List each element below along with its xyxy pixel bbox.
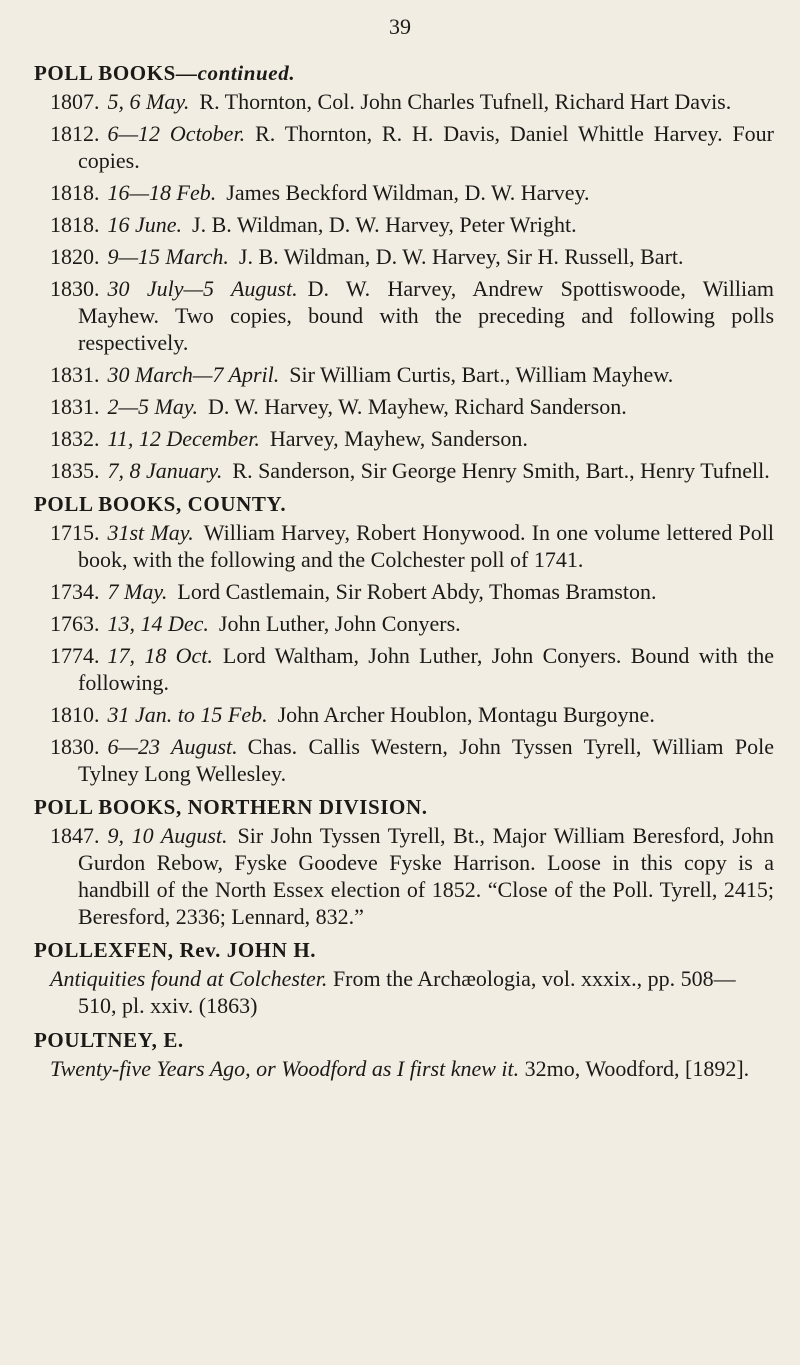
entry-date: 2—5 May.	[107, 394, 198, 419]
entry-date: 7 May.	[107, 579, 168, 604]
entry-text: Lord Castlemain, Sir Robert Abdy, Thomas Bramston.	[177, 579, 657, 604]
list-item	[34, 88, 774, 115]
entry-year: 1715.	[50, 520, 100, 545]
entry-year: 1847.	[50, 823, 100, 848]
entry-year: 1812.	[50, 121, 100, 146]
list-item	[34, 120, 774, 174]
entry-year: 1831.	[50, 362, 100, 387]
entry-year: 1807.	[50, 89, 100, 114]
entry-text: Chas. Callis Western, John Tyssen Tyrell, William Pole Tylney Long Wellesley.	[78, 734, 775, 786]
entry-text: R. Sanderson, Sir George Henry Smith, Bart., Henry Tufnell.	[232, 458, 770, 483]
list-item	[34, 179, 774, 206]
entry-text: R. Thornton, Col. John Charles Tufnell, Richard Hart Davis.	[199, 89, 732, 114]
entry-date: 17, 18 Oct.	[107, 643, 213, 668]
list-item	[34, 578, 774, 605]
list-item	[34, 243, 774, 270]
entry-text: Lord Waltham, John Luther, John Conyers. Bound with the following.	[78, 643, 774, 695]
work-title: Twenty-five Years Ago, or Woodford as I first knew it.	[50, 1056, 520, 1081]
section-heading-northern-division: POLL BOOKS, NORTHERN DIVISION.	[34, 795, 428, 819]
entry-text: James Beckford Wildman, D. W. Harvey.	[226, 180, 590, 205]
entry-year: 1818.	[50, 212, 100, 237]
list-item	[34, 457, 774, 484]
list-item	[34, 610, 774, 637]
entry-year: 1820.	[50, 244, 100, 269]
section-heading-text: POLL BOOKS	[34, 61, 176, 85]
work-details: From the Archæologia, vol. xxxix., pp. 508—510, pl. xxiv. (1863)	[78, 966, 736, 1018]
entry-date: 9—15 March.	[107, 244, 229, 269]
author-work	[34, 965, 774, 1019]
entry-date: 31st May.	[107, 520, 194, 545]
entry-year: 1810.	[50, 702, 100, 727]
entry-text: Sir William Curtis, Bart., William Mayhew.	[289, 362, 674, 387]
list-item	[34, 211, 774, 238]
author-work	[34, 1055, 774, 1082]
entry-text: Harvey, Mayhew, Sanderson.	[269, 426, 528, 451]
entry-text: J. B. Wildman, D. W. Harvey, Peter Wright.	[192, 212, 577, 237]
entry-text: Sir John Tyssen Tyrell, Bt., Major William Beresford, John Gurdon Rebow, Fyske Goodeve Fyske Harrison. Loose in this copy is a handbill of the North Essex election of 1852. “Close of the Poll. Tyrell, 2415; Beresford, 2336; Lennard, 832.”	[78, 823, 774, 929]
entry-text: J. B. Wildman, D. W. Harvey, Sir H. Russell, Bart.	[238, 244, 684, 269]
entry-date: 6—23 August.	[107, 734, 238, 759]
list-item	[34, 361, 774, 388]
list-item	[34, 275, 774, 356]
entry-year: 1734.	[50, 579, 100, 604]
entry-date: 7, 8 January.	[107, 458, 223, 483]
entry-date: 30 July—5 August.	[107, 276, 298, 301]
entry-text: D. W. Harvey, W. Mayhew, Richard Sanderson.	[207, 394, 627, 419]
entry-text: John Archer Houblon, Montagu Burgoyne.	[277, 702, 655, 727]
entry-date: 16—18 Feb.	[107, 180, 217, 205]
work-title: Antiquities found at Colchester.	[50, 966, 328, 991]
entry-year: 1818.	[50, 180, 100, 205]
entry-text: D. W. Harvey, Andrew Spottiswoode, William Mayhew. Two copies, bound with the preceding and following polls respectively.	[78, 276, 774, 355]
catalogue-content	[34, 56, 774, 1088]
entry-date: 9, 10 August.	[107, 823, 228, 848]
entry-year: 1774.	[50, 643, 100, 668]
list-item	[34, 393, 774, 420]
entry-date: 31 Jan. to 15 Feb.	[107, 702, 268, 727]
entry-text: R. Thornton, R. H. Davis, Daniel Whittle Harvey. Four copies.	[78, 121, 775, 173]
entry-date: 6—12 October.	[107, 121, 246, 146]
entry-date: 5, 6 May.	[107, 89, 190, 114]
entry-year: 1830.	[50, 734, 100, 759]
entry-date: 16 June.	[107, 212, 183, 237]
author-heading-pollexfen: POLLEXFEN, Rev. JOHN H.	[34, 938, 317, 962]
entry-date: 30 March—7 April.	[107, 362, 280, 387]
entry-year: 1835.	[50, 458, 100, 483]
entry-date: 11, 12 December.	[107, 426, 260, 451]
entry-text: William Harvey, Robert Honywood. In one volume lettered Poll book, with the following and the Colchester poll of 1741.	[78, 520, 774, 572]
list-item	[34, 733, 774, 787]
section-heading-poll-books-county: POLL BOOKS, COUNTY.	[34, 492, 287, 516]
entry-year: 1763.	[50, 611, 100, 636]
list-item	[34, 701, 774, 728]
entry-year: 1832.	[50, 426, 100, 451]
section-heading-suffix: —continued.	[175, 61, 296, 85]
list-item	[34, 519, 774, 573]
entry-year: 1830.	[50, 276, 100, 301]
list-item	[34, 822, 774, 930]
list-item	[34, 425, 774, 452]
entry-date: 13, 14 Dec.	[107, 611, 209, 636]
list-item	[34, 642, 774, 696]
work-details: 32mo, Woodford, [1892].	[524, 1056, 750, 1081]
entry-text: John Luther, John Conyers.	[218, 611, 461, 636]
section-heading-poll-books	[34, 58, 774, 88]
author-heading-poultney: POULTNEY, E.	[34, 1028, 184, 1052]
entry-year: 1831.	[50, 394, 100, 419]
page-number: 39	[389, 14, 411, 39]
